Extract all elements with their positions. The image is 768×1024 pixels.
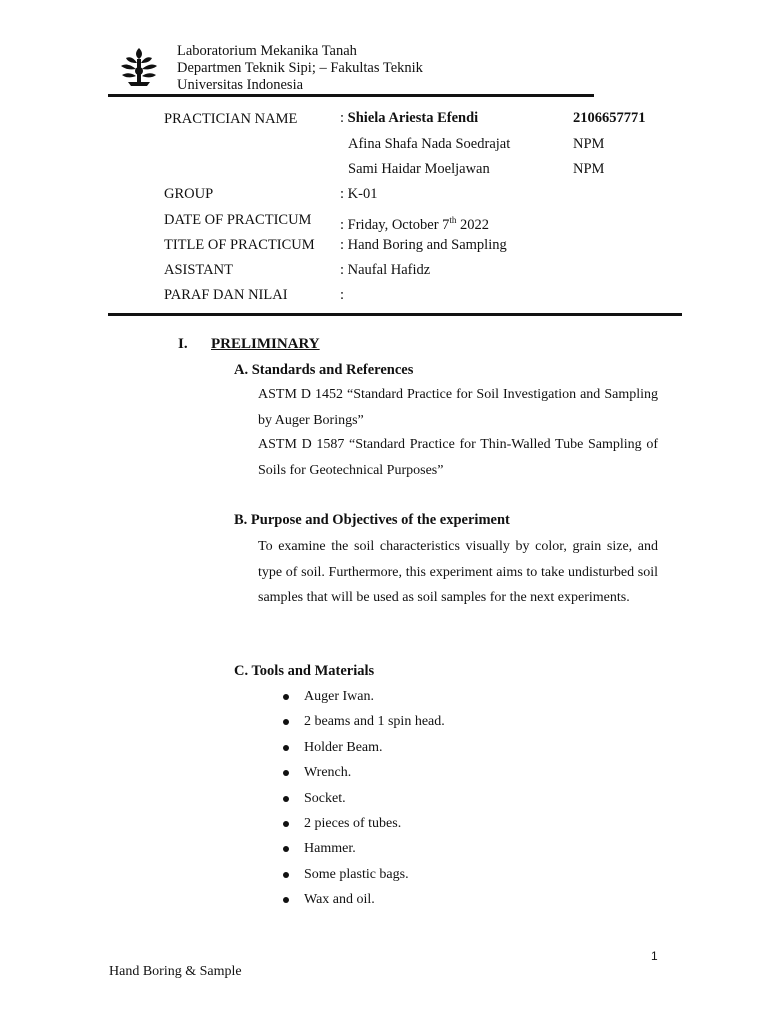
bullet-icon bbox=[283, 846, 289, 852]
standard-astm-d1587: ASTM D 1587 “Standard Practice for Thin-Walled Tube Sampling of Soils for Geotechnical Purposes” bbox=[258, 437, 658, 478]
title-value: : Hand Boring and Sampling bbox=[340, 237, 507, 253]
tool-item: 2 beams and 1 spin head. bbox=[304, 714, 445, 729]
tool-item: Some plastic bags. bbox=[304, 867, 409, 882]
subsection-c-title: C. Tools and Materials bbox=[234, 663, 375, 679]
tool-item: 2 pieces of tubes. bbox=[304, 816, 402, 831]
practician-3-name: Sami Haidar Moeljawan bbox=[348, 161, 490, 177]
date-label: DATE OF PRACTICUM bbox=[164, 212, 312, 228]
date-value-suffix: th bbox=[449, 215, 457, 225]
university-emblem-icon bbox=[116, 44, 162, 90]
practician-label: PRACTICIAN NAME bbox=[164, 111, 298, 127]
header-divider bbox=[108, 94, 594, 97]
tool-item: Holder Beam. bbox=[304, 740, 383, 755]
assistant-label: ASISTANT bbox=[164, 262, 233, 278]
practician-1-name-text: Shiela Ariesta Efendi bbox=[347, 110, 479, 126]
group-value: : K-01 bbox=[340, 186, 378, 202]
tool-item: Wax and oil. bbox=[304, 892, 375, 907]
bullet-icon bbox=[283, 821, 289, 827]
bullet-icon bbox=[283, 897, 289, 903]
tool-item: Hammer. bbox=[304, 841, 356, 856]
title-label: TITLE OF PRACTICUM bbox=[164, 237, 315, 253]
paraf-label: PARAF DAN NILAI bbox=[164, 287, 288, 303]
subsection-a-title: A. Standards and References bbox=[234, 362, 414, 378]
practician-2-npm: NPM bbox=[573, 136, 605, 152]
practician-1-npm: 2106657771 bbox=[573, 110, 646, 126]
practician-3-npm: NPM bbox=[573, 161, 605, 177]
section-title: PRELIMINARY bbox=[211, 336, 320, 352]
bullet-icon bbox=[283, 694, 289, 700]
info-divider bbox=[108, 313, 682, 316]
date-value-year: 2022 bbox=[456, 216, 490, 233]
bullet-icon bbox=[283, 719, 289, 725]
tool-item: Wrench. bbox=[304, 765, 352, 780]
assistant-value: : Naufal Hafidz bbox=[340, 262, 431, 278]
page-footer: Hand Boring & Sample bbox=[109, 964, 242, 979]
tool-item: Auger Iwan. bbox=[304, 689, 374, 704]
paraf-value: : bbox=[340, 287, 345, 303]
date-value bbox=[340, 211, 489, 234]
page-number: 1 bbox=[651, 949, 658, 963]
university-name: Universitas Indonesia bbox=[177, 77, 304, 93]
subsection-b-title: B. Purpose and Objectives of the experiment bbox=[234, 512, 510, 528]
group-label: GROUP bbox=[164, 186, 214, 202]
bullet-icon bbox=[283, 872, 289, 878]
bullet-icon bbox=[283, 796, 289, 802]
standard-astm-d1452: ASTM D 1452 “Standard Practice for Soil Investigation and Sampling by Auger Borings” bbox=[258, 387, 658, 428]
practician-2-name: Afina Shafa Nada Soedrajat bbox=[348, 136, 511, 152]
section-number: I. bbox=[178, 336, 188, 352]
practician-1-name: : Shiela Ariesta Efendi bbox=[340, 110, 479, 126]
lab-name: Laboratorium Mekanika Tanah bbox=[177, 43, 357, 59]
department-name: Departmen Teknik Sipi; – Fakultas Teknik bbox=[177, 60, 423, 76]
purpose-text: To examine the soil characteristics visually by color, grain size, and type of soil. Furthermore, this experiment aims to take undisturbed soil samples that will be used as soil samples for the next experiments. bbox=[258, 539, 658, 605]
tool-item: Socket. bbox=[304, 791, 346, 806]
bullet-icon bbox=[283, 745, 289, 751]
date-value-main: : Friday, October 7 bbox=[340, 216, 450, 233]
bullet-icon bbox=[283, 770, 289, 776]
